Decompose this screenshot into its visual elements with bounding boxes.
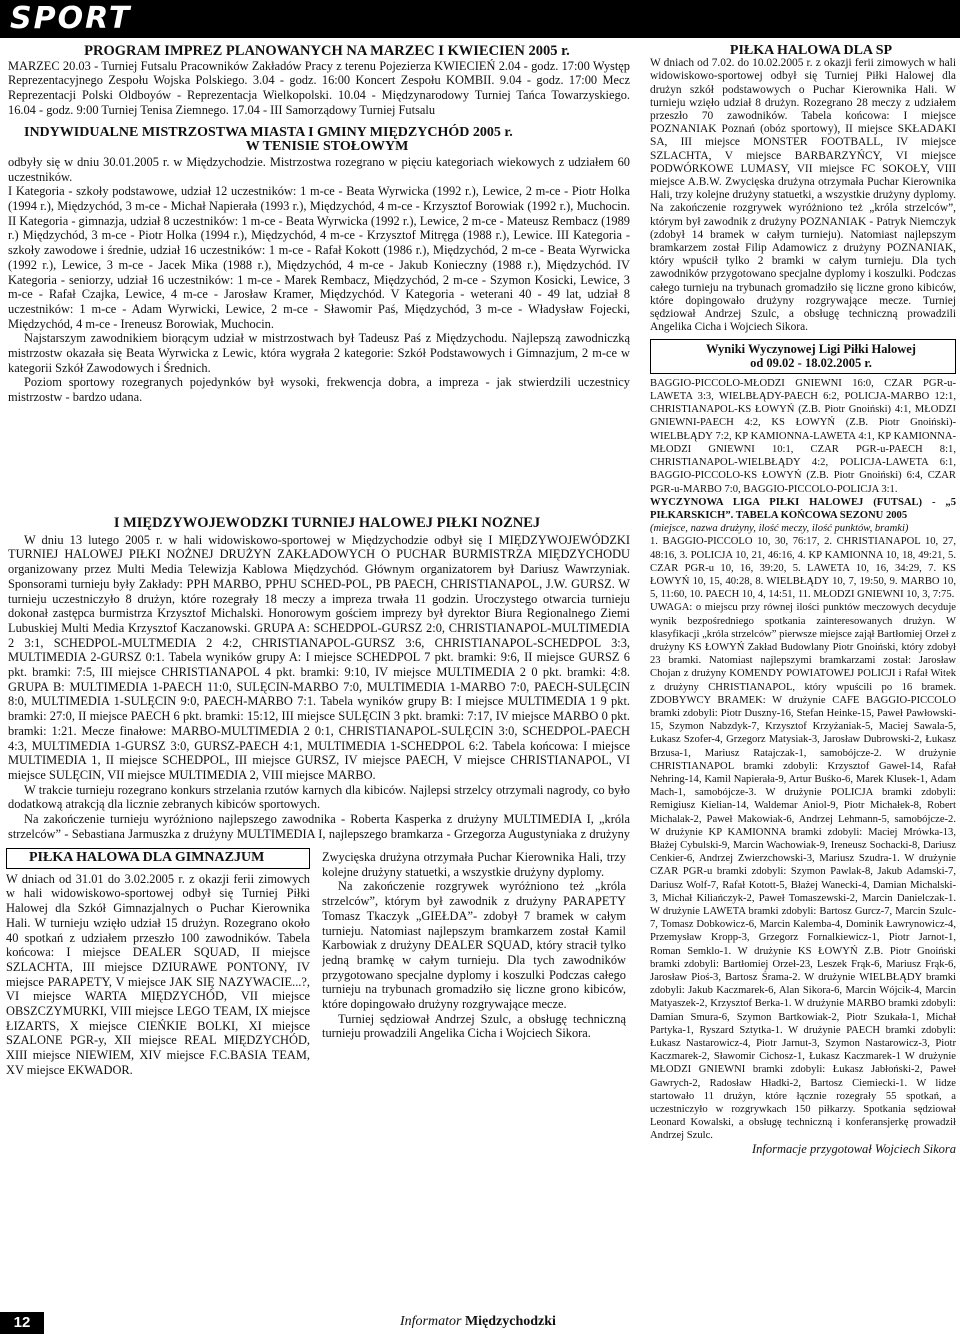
football-awards: Na zakończenie turnieju wyróżniono najlepszego zawodnika - Roberta Kasperka z drużyny MULTIMEDIA I, „króla strzelców” - Sebastiana Jarmuszka z drużyny MULTIMEDIA I, najlepszego bramkarza - Grzegorza Augustyniaka z drużyny — [8, 812, 630, 841]
tennis-summary: Najstarszym zawodnikiem biorącym udział w mistrzostwach był Tadeusz Paś z Międzychodu. Najlepszą zawodniczką mistrzostw okazała się Beata Wyrwicka z Lewic, która wygrała 2 kategorie: Szkół Podstawowych i Gimnazjum, 2 m-ce w kategorii Szkół Zawodowych i Średnich. — [8, 331, 630, 375]
league-box — [650, 339, 956, 373]
author-credit: Informacje przygotował Wojciech Sikora — [751, 1141, 956, 1156]
league-scorers: UWAGA: o miejscu przy równej ilości punktów meczowych decyduje wynik bezpośredniego spotkania zainteresowanych drużyn. W klasyfikacji „króla strzelców” pierwsze miejsce zajął Bartłomiej Orzeł z drużyny KS ŁOWYŃ Zakład Budowlany Piotr Gnoiński, który zdobył 23 bramki. Natomiast najlepszymi bramkarzami został: Jarosław Chojan z drużyny KOMENDY POWIATOWEJ POLICJI i Rafał Witek z drużyny CHRISTIANAPOL, który wpuścili po 16 bramek. ZDOBYWCY BRAMEK: W drużynie CAFE BAGGIO-PICCOLO bramki zdobyli: Piotr Duszny-16, Stefan Heinke-15, Paweł Pawłowski-15, Szymon Nabzdyk-7, Krzysztof Krzyżaniak-5, Maciej Sawala-5, Łukasz Szofer-4, Grzegorz Matysiak-3, Jarosław Dubrowski-2, Łukasz Brzusa-1, Mariusz Ratajczak-1, samobójcze-2. W drużynie CHRISTIANAPOL bramki zdobyli: Krzysztof Gaweł-14, Rafał Nehring-14, Kamil Napierała-9, Artur Buśko-6, Marek Klusek-1, Adam Mach-1, samobójcze-3. W drużynie POLICJA bramki zdobyli: Remigiusz Kielian-14, Waldemar Aniol-9, Piotr Michałek-8, Robert Michalak-2, Paweł Makowiak-6, Andrzej Lehmann-5, samobójcze-2. W drużynie KP KAMIONNA bramki zdobyli: Maciej Mrówka-13, Błażej Cybulski-9, Marcin Wachowiak-9, Ireneusz Sochacki-8, Dariusz Cenkier-6, Andrzej Zwierzchowski-3, Mariusz Szudra-1. W drużynie CZAR PGR-u bramki zdobyli: Szymon Pawlak-8, Jakub Adamski-7, Dariusz Wolf-7, Rafał Kotott-5, Błażej Wanecki-4, Damian Michalski-3, Michał Kiliańczyk-2, Paweł Tomaszewski-2, Marcin Danielczak-1. W drużynie LAWETA bramki zdobyli: Bartosz Gurcz-7, Marcin Szulc-7, Tomasz Dobkowicz-6, Marcin Kalemba-4, Dominik Ławrynowicz-4, Przemysław Kropp-3, Grzegorz Fornalkiewicz-1, Piotr Jarnot-1, Roman Semklo-1. W drużynie KS ŁOWYŃ Z.B. Piotr Gnoiński bramki zdobyli: Bartłomiej Orzeł-23, Leszek Frąk-6, Mariusz Frąk-6, Jarosław Pioś-3, Bartosz Śrama-2. W drużynie WIELBŁĄDY bramki zdobyli: Jakub Kaczmarek-6, Alan Sikora-6, Marcin Wójcik-4, Marcin Matyaszek-2, Krzysztof Berka-1. W drużynie MARBO bramki zdobyli: Damian Smura-6, Szymon Bartkowiak-2, Piotr Szukała-1, Michał Partyka-1, Ryszard Sztytka-1. W drużynie PAECH bramki zdobyli: Łukasz Nastarowicz-4, Piotr Jarnut-3, Szymon Nastarowicz-3, Piotr Kaczmarek-2, Sławomir Cichosz-1, Łukasz Kaczmarek-1 W drużynie MŁODZI GNIEWNI bramki zdobyli: Łukasz Jabłoński-2, Paweł Gawrych-2, Radosław Hładki-2, Bartosz Ciemiecki-1. W lidze startowało 11 drużyn, które łącznie rozegrały 55 spotkań, a uczestniczyło w rozgrywkach 150 piłkarzy. Spotkania sędziował Leonard Kowalski, a obsługę techniczną i konferansjerkę prowadził Andrzej Szulc. — [650, 602, 956, 1142]
hala-mid-p2: Na zakończenie rozgrywek wyróżniono też „króla strzelców”, którym był zawodnik z drużyny PARAPETY Tomasz Tkaczyk „GIEŁDA”- zdobył 7 bramek w całym turnieju. Natomiast najlepszym bramkarzem został Kamil Karbowiak z drużyny DEALER SQUAD, który stracił tylko jedną bramkę w całym turnieju. Dla tych zawodników przygotowano specjalne dyplomy i koszulki Podczas całego turnieju na trybunach gromadziło się liczne grono kibiców, które dopingowało drużyny rozgrywające mecze. — [322, 879, 626, 1012]
right-column — [650, 44, 956, 1306]
football-article — [8, 516, 630, 841]
page-number: 12 — [0, 1312, 44, 1334]
tennis-title: INDYWIDUALNE MISTRZOSTWA MIASTA I GMINY MIĘDZYCHÓD 2005 r. — [24, 124, 513, 140]
league-box-dates: od 09.02 - 18.02.2005 r. — [750, 355, 872, 370]
hala-gimnazjum-text: W dniach od 31.01 do 3.02.2005 r. z okazji ferii zimowych w hali widowiskowo-sportowej odbył się Turniej Piłki Halowej dla Szkół Gimnazjalnych o Puchar Kierownika Hali. W turnieju wzięło udział 15 drużyn. Rozegrano około 40 spotkań z udziałem przeszło 100 zawodników. Tabela końcowa: I miejsce DEALER SQUAD, II miejsce SZLACHTA, III miejsce DZIURAWE PONTONY, IV miejsce PARAPETY, V miejsce JAK SIĘ NAZYWACIE...?, VI miejsce WARTA MIĘDZYCHÓD, VII miejsce OBSZCZYMURKI, VIII miejsce LEGO TEAM, IX miejsce ŁIZARTS, X miejsce CIEŃKIE BOLKI, XI miejsce SZALONE PGR-y, XII miejsce REAL MIĘDZYCHÓD, XIII miejsce NIEWIEM, XIV miejsce F.C.BASIA TEAM, XV miejsce EKWADOR. — [6, 871, 310, 1077]
hala-gimnazjum-continued — [322, 850, 626, 1306]
hala-gimnazjum-title: PIŁKA HALOWA DLA GIMNAZJUM — [29, 850, 265, 865]
league-table: 1. BAGGIO-PICCOLO 10, 30, 76:17, 2. CHRISTIANAPOL 10, 27, 48:16, 3. POLICJA 10, 21, 46:16, 4. KP KAMIONNA 10, 18, 49:21, 5. CZAR PGR-u 10, 16, 39:20, 5. LAWETA 10, 16, 34:29, 7. KS ŁOWYŃ 10, 15, 40:28, 8. WIELBŁĄDY 10, 7, 19:50, 9. MARBO 10, 5, 11:60, 10. PAECH 10, 4, 14:51, 11. MŁODZI GNIEWNI 10, 3, 7:75. — [650, 536, 956, 601]
football-body: W dniu 13 lutego 2005 r. w hali widowiskowo-sportowej w Międzychodzie odbył się I MIĘDZYWOJEWÓDZKI TURNIEJ HALOWEJ PIŁKI NOŻNEJ DRUŻYN ZAKŁADOWYCH O PUCHAR BURMISTRZA MIĘDZYCHODU organizowany przez Multi Media Telewizja Kablowa Międzychód. Głównym organizatorem był Dariusz Wawrzyniak. Sponsorami turnieju były Zakłady: PPH MARBO, PPHU SCHED-POL, PB PAECH, CHRISTIANAPOL, J.W. GURSZ. W turnieju uczestniczyło 8 drużyn, które rozegrały 18 meczy a impreza trwała 11 godzin. Uroczystego otwarcia turnieju dokonał zastępca burmistrza Krzysztof Michalski. Honorowym gościem imprezy był dyrektor Biura Regionalnego Ziemi Lubuskiej Multi Media Krzysztof Kaczanowski. GRUPA A: SCHEDPOL-GURSZ 2:0, CHRISTIANAPOL-MULTIMEDIA 2 3:1, SCHEDPOL-MULTMEDIA 2 4:2, CHRISTIANAPOL-GURSZ 3:6, CHRISTIANAPOL-SCHEDPOL 3:3, MULTIMEDIA 2-GURSZ 0:1. Tabela wyników grupy A: I miejsce SCHEDPOL 7 pkt. bramki: 9:6, II miejsce GURSZ 6 pkt. bramki: 7:5, III miejsce CHRISTIANAPOL 4 pkt. bramki: 9:10, IV miejsce MULTIMEDIA 2 0 pkt. bramki: 4:8. GRUPA B: MULTIMEDIA 1-PAECH 11:0, SULĘCIN-MARBO 7:0, MULTIMEDIA 1-MARBO 7:0, PAECH-SULĘCIN 8:0, MULTIMEDIA 1-SULĘCIN 9:0, PAECH-MARBO 7:1. Tabela wyników grupy B: I miejsce MULTIMEDIA 1 9 pkt. bramki: 27:0, II miejsce PAECH 6 pkt. bramki: 15:12, III miejsce SULĘCIN 3 pkt. bramki: 7:17, IV miejsce MARBO 0 pkt. bramki: 1:21. Mecze finałowe: MARBO-MULTIMEDIA 2 0:1, CHRISTIANAPOL-SULĘCIN 3:0, SCHEDPOL-PAECH 4:3, MULTIMEDIA 1-GURSZ 3:0, GURSZ-PAECH 4:1, MULTIMEDIA 1-SCHEDPOL 6:2. Tabela końcowa: I miejsce MULTIMEDIA 1, II miejsce SCHEDPOL, III miejsce GURSZ, IV miejsce PAECH, V miejsce CHRISTIANAPOL, VI miejsce SULĘCIN, VII miejsce MULTIMEDIA 2, VIII miejsce MARBO. — [8, 532, 630, 782]
hala-gimnazjum-article — [6, 848, 310, 1306]
league-table-note: (miejsce, nazwa drużyny, ilość meczy, ilość punktów, bramki) — [650, 523, 909, 535]
publication-name-bold: Międzychodzki — [464, 1314, 556, 1329]
publication-name — [400, 1314, 556, 1330]
league-table-title: WYCZYNOWA LIGA PIŁKI HALOWEJ (FUTSAL) - „5 PIŁKARSKICH”. TABELA KOŃCOWA SEZONU 2005 — [650, 496, 956, 521]
league-box-title: Wyniki Wyczynowej Ligi Piłki Halowej — [706, 342, 916, 357]
section-title: SPORT — [10, 1, 132, 36]
publication-name-italic: Informator — [400, 1314, 462, 1329]
football-title: I MIĘDZYWOJEWÓDZKI TURNIEJ HALOWEJ PIŁKI NOŻNEJ — [113, 516, 541, 531]
tennis-subtitle: W TENISIE STOŁOWYM — [245, 139, 409, 155]
hala-mid-p1: Zwycięska drużyna otrzymała Puchar Kierownika Hali, trzy kolejne drużyny statuetki, a wszystkie drużyny dyplomy. — [322, 850, 626, 879]
football-penalties: W trakcie turnieju rozegrano konkurs strzelania rzutów karnych dla kibiców. Najlepsi strzelcy otrzymali nagrody, co było dodatkową atrakcją dla licznie zebranych kibiców sportowych. — [8, 782, 630, 812]
program-title: PROGRAM IMPREZ PLANOWANYCH NA MARZEC I KWIECIEŃ 2005 r. — [84, 44, 570, 59]
hala-sp-text: W dniach od 7.02. do 10.02.2005 r. z okazji ferii zimowych w hali widowiskowo-sportowej odbył się Turniej Piłki Halowej dla drużyn szkół podstawowych o Puchar Kierownika Hali. W turnieju wzięło udział 8 drużyn. Rozegrano 28 meczy z udziałem przeszło 70 zawodników. Tabela końcowa: I miejsce POZNANIAK Poznań (obóz sportowy), II miejsce SKŁADAKI SA, III miejsce MONSTER FOOTBALL, IV miejsce SZLACHTA, V miejsce BARBARZYŃCY, VI miejsce PODWÓRKOWE LUMASY, VII miejsce FC SOKOŁY, VIII miejsce A.B.W. Zwycięska drużyna otrzymała Puchar Kierownika Hali, trzy kolejne drużyny statuetki, a wszystkie drużyny dyplomy. Na zakończenie rozgrywek wyróżniono też „króla strzelców”, którym był zawodnik z drużyny POZNANIAK - Patryk Niemczyk (zdobył 14 bramek w całym turnieju). Natomiast najlepszym bramkarzem został Filip Adamowicz z drużyny POZNANIAK, który wpuścił tylko 2 bramki w całym turnieju. Dla tych zawodników przygotowano specjalne dyplomy i koszulki. Podczas całego turnieju na trybunach gromadziło się liczne grono kibiców, które dopingowało drużyny rozgrywające mecze. Turniej sędziował Andrzej Szulc, a obsługę techniczną prowadzili Angelika Cicha i Wojciech Sikora. — [650, 57, 956, 334]
section-header — [0, 0, 960, 38]
tennis-results: I Kategoria - szkoły podstawowe, udział 12 uczestników: 1 m-ce - Beata Wyrwicka (1992 r.), Lewice, 2 m-ce - Piotr Holka (1994 r.), Międzychód, 3 m-ce - Michał Napierała (1993 r.), Międzychód, 4 m-ce - Krzysztof Borowiak (1992 r.), Muchocin. II Kategoria - gimnazja, udział 8 uczestników: 1 m-ce - Beata Wyrwicka (1992 r.), Lewice, 2 m-ce - Mateusz Rembacz (1989 r.) Międzychód, 3 m-ce - Piotr Holka (1994 r.), Międzychód, 4 m-ce - Krzysztof Mitręga (1988 r.), Lewice. III Kategoria - szkoły zawodowe i średnie, udział 16 uczestników: 1 m-ce - Rafał Kokott (1986 r.), Międzychód, 2 m-ce - Beata Wyrwicka (1992 r.), Lewice, 3 m-ce - Jacek Mika (1988 r.), Międzychód, 4 m-ce - Jakub Konieczny (1988 r.), Międzychód. IV Kategoria - seniorzy, udział 16 uczestników: 1 m-ce - Marek Rembacz, Międzychód, 2 m-ce - Szymon Kosicki, Lewice, 3 m-ce - Rafał Czajka, Lewice, 4 m-ce - Jarosław Kramer, Międzychód. V Kategoria - weterani 40 - 49 lat, udział 8 uczestników: 1 m-ce - Adam Wyrwicki, Lewice, 2 m-ce - Sławomir Paś, Międzychód, 3 m-ce - Władysław Fojecki, Międzychód, 4 m-ce - Ireneusz Borowiak, Muchocin. — [8, 184, 630, 331]
tennis-closing: Poziom sportowy rozegranych pojedynków był wysoki, frekwencja dobra, a impreza - jak stwierdzili uczestnicy mistrzostw - bardzo udana. — [8, 375, 630, 405]
page-footer — [0, 1308, 960, 1334]
tennis-intro: odbyły się w dniu 30.01.2005 r. w Międzychodzie. Mistrzostwa rozegrano w pięciu kategoriach wiekowych z udziałem 60 uczestników. — [8, 154, 630, 184]
hala-gimnazjum-title-box — [6, 848, 310, 869]
program-text: MARZEC 20.03 - Turniej Futsalu Pracowników Zakładów Pracy z terenu Pojezierza KWIECIEŃ 2.04 - godz. 17:00 Występ Reprezentacyjnego Zespołu Wojska Polskiego. 3.04 - godz. 16:00 Koncert Zespołu KOMBII. 9.04 - godz. 17:00 Mecz Reprezentacji Polski Oldboyów - Reprezentacja Wielkopolski. 10.04 - Międzynarodowy Turniej Tańca Towarzyskiego. 16.04 - godz. 9:00 Turniej Tenisa Ziemnego. 17.04 - III Samorządowy Turniej Futsalu — [8, 58, 630, 117]
league-results: BAGGIO-PICCOLO-MŁODZI GNIEWNI 16:0, CZAR PGR-u-LAWETA 3:3, WIELBŁĄDY-PAECH 6:2, POLICJA-MARBO 12:1, CHRISTIANAPOL-KS ŁOWYŃ (Z.B. Piotr Gnoiński) 4:1, MŁODZI GNIEWNI-PAECH 4:2, KS ŁOWYŃ (Z.B. Piotr Gnoiński)-WIELBŁĄDY 7:2, KP KAMIONNA-LAWETA 4:1, KP KAMIONNA-MŁODZI GNIEWNI 10:1, CZAR PGR-u-PAECH 8:1, CHRISTIANAPOL-WIELBŁĄDY 4:2, POLICJA-LAWETA 6:1, BAGGIO-PICCOLO-KS ŁOWYŃ (Z.B. Piotr Gnoiński) 6:4, CZAR PGR-u-MARBO 7:0, BAGGIO-PICCOLO-POLICJA 3:1. — [650, 377, 956, 495]
hala-sp-title: PIŁKA HALOWA DLA SP — [729, 44, 893, 58]
hala-mid-p3: Turniej sędziował Andrzej Szulc, a obsługę techniczną turnieju prowadzili Angelika Cicha i Wojciech Sikora. — [322, 1011, 626, 1041]
